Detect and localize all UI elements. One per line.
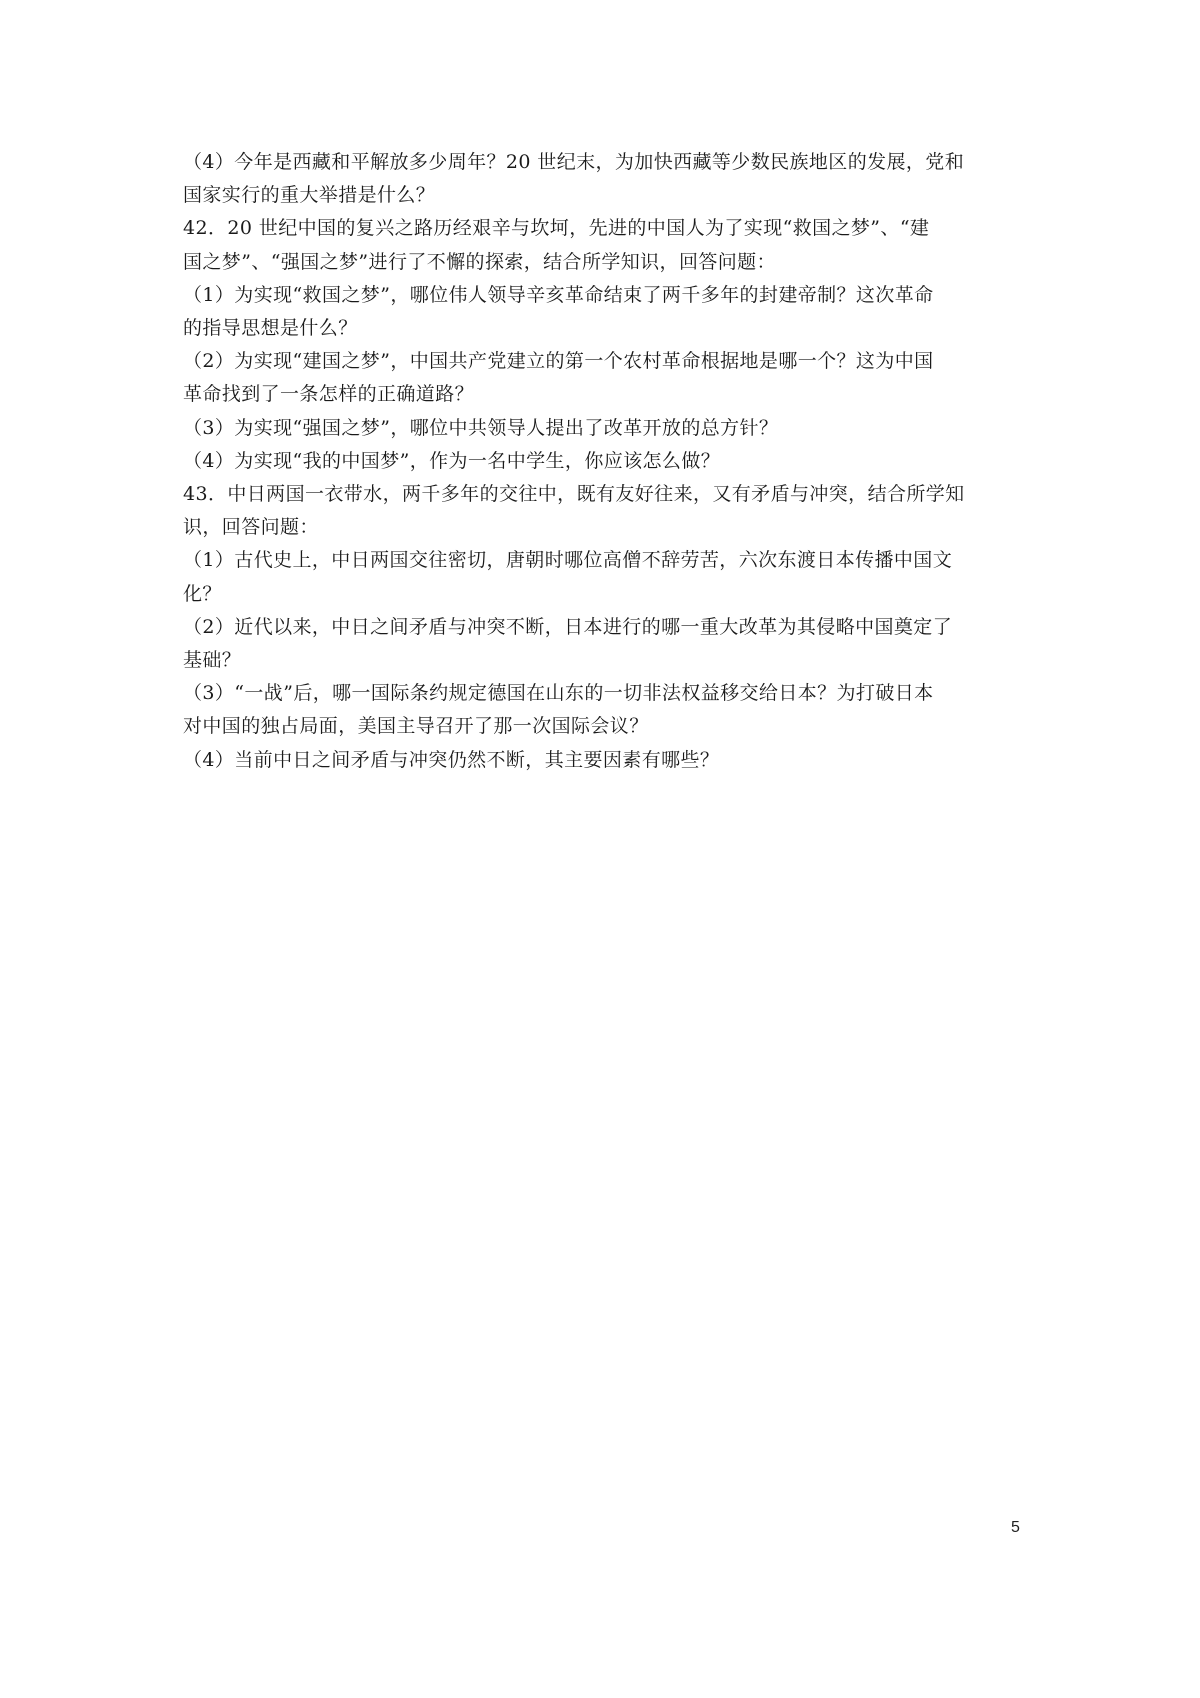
text-line: 的指导思想是什么？: [183, 317, 358, 340]
text-line: 43．中日两国一衣带水，两千多年的交往中，既有友好往来，又有矛盾与冲突，结合所学知: [183, 483, 965, 506]
text-line: 国家实行的重大举措是什么？: [183, 184, 436, 207]
text-line: （3）“一战”后，哪一国际条约规定德国在山东的一切非法权益移交给日本？为打破日本: [183, 682, 934, 705]
page-number: 5: [1011, 1519, 1020, 1536]
text-line: 革命找到了一条怎样的正确道路？: [183, 383, 475, 406]
text-line: 识，回答问题：: [183, 516, 319, 539]
text-line: （4）今年是西藏和平解放多少周年？20 世纪末，为加快西藏等少数民族地区的发展，党和: [183, 151, 965, 173]
text-line: （4）为实现“我的中国梦”，作为一名中学生，你应该怎么做？: [183, 449, 721, 472]
text-line: 42．20 世纪中国的复兴之路历经艰辛与坎坷，先进的中国人为了实现“救国之梦”、“建: [183, 217, 930, 240]
document-body: [183, 146, 1023, 777]
text-line: （2）为实现“建国之梦”，中国共产党建立的第一个农村革命根据地是哪一个？这为中国: [183, 350, 934, 373]
text-line: 国之梦”、“强国之梦”进行了不懈的探索，结合所学知识，回答问题：: [183, 250, 776, 273]
text-line: （1）为实现“救国之梦”，哪位伟人领导辛亥革命结束了两千多年的封建帝制？这次革命: [183, 283, 934, 306]
text-line: （3）为实现“强国之梦”，哪位中共领导人提出了改革开放的总方针？: [183, 416, 779, 439]
text-line: 化？: [183, 582, 222, 605]
text-line: （4）当前中日之间矛盾与冲突仍然不断，其主要因素有哪些？: [183, 748, 720, 771]
text-line: 对中国的独占局面，美国主导召开了那一次国际会议？: [183, 715, 649, 738]
text-line: （1）古代史上，中日两国交往密切，唐朝时哪位高僧不辞劳苦，六次东渡日本传播中国文: [183, 549, 953, 572]
text-line: 基础？: [183, 649, 242, 672]
text-line: （2）近代以来，中日之间矛盾与冲突不断，日本进行的哪一重大改革为其侵略中国奠定了: [183, 615, 953, 638]
